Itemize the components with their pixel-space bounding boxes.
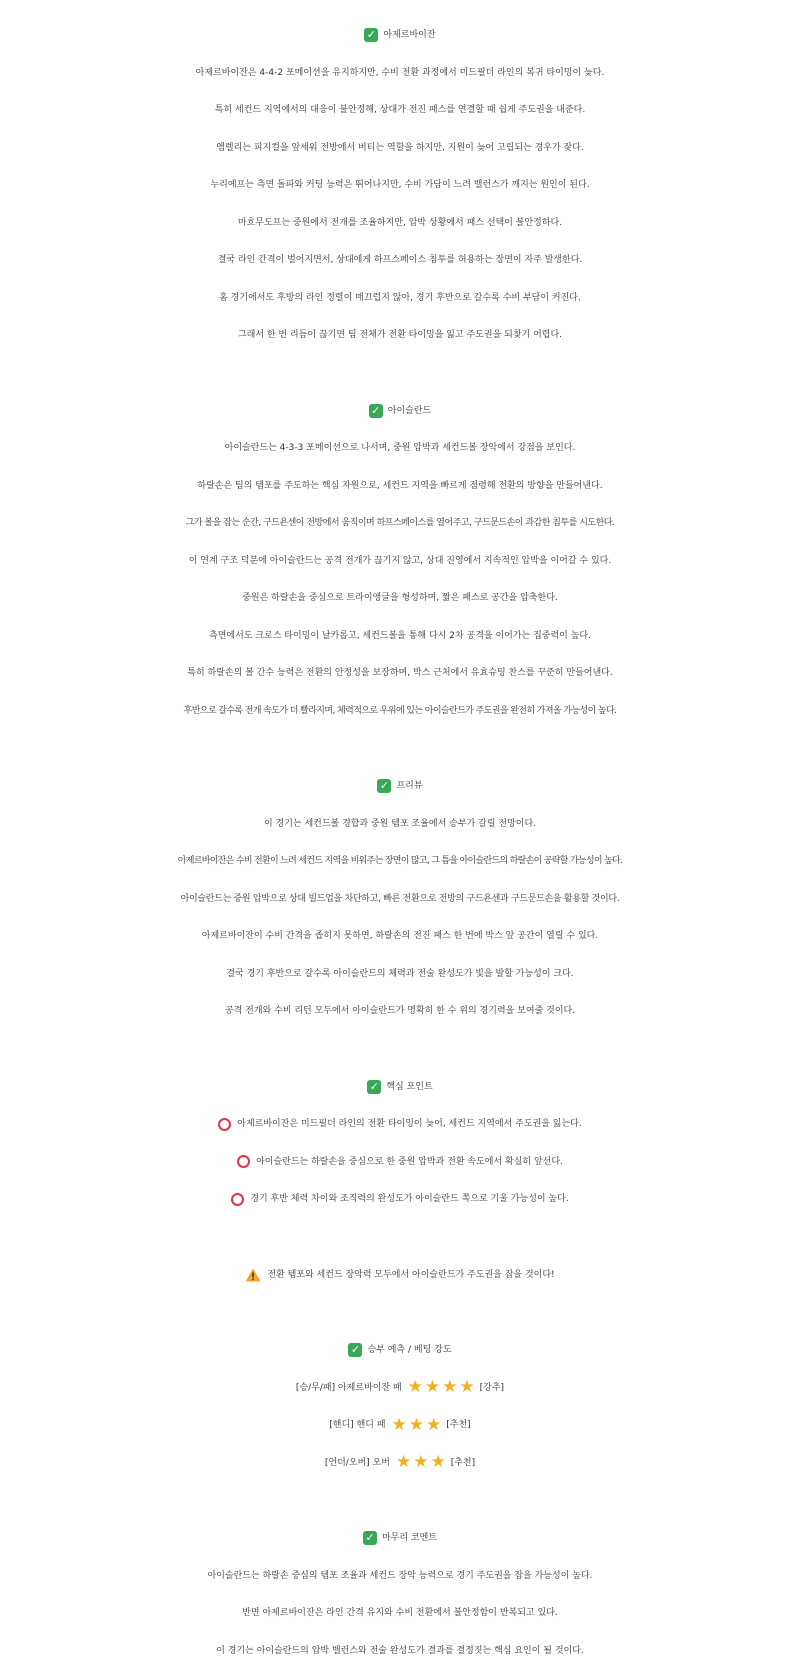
line-text: 특히 하랄손의 볼 간수 능력은 전환의 안정성을 보장하며, 박스 근처에서 유효슈팅 찬스를 꾸준히 만들어낸다. (187, 668, 613, 678)
bet-label: [언더/오버] 오버 (324, 1457, 390, 1468)
line-text: 결국 라인 간격이 벌어지면서, 상대에게 하프스페이스 침투를 허용하는 장면이 자주 발생한다. (217, 255, 583, 265)
section-preview (0, 773, 800, 1036)
star-icon: ★ (413, 1452, 429, 1472)
section-heading (0, 773, 800, 811)
section-heading-text: 프리뷰 (396, 781, 423, 791)
section-heading-text: 아제르바이잔 (383, 30, 436, 40)
star-icon: ★ (442, 1377, 458, 1397)
section-heading (0, 1337, 800, 1375)
paragraph-line (0, 97, 800, 135)
check-mark-icon: ✓ (377, 779, 391, 793)
bet-label: [핸디] 핸디 패 (329, 1420, 386, 1430)
section-iceland (0, 398, 800, 736)
paragraph-line (0, 623, 800, 661)
line-text: 이 경기는 아이슬란드의 압박 밸런스와 전술 완성도가 결과를 결정짓는 핵심 요인이 될 것이다. (216, 1645, 584, 1656)
bet-row (0, 1412, 800, 1450)
paragraph-line (0, 548, 800, 586)
paragraph-line (0, 210, 800, 248)
paragraph-line (0, 660, 800, 698)
paragraph-line (0, 285, 800, 323)
line-text: 결국 경기 후반으로 갈수록 아이슬란드의 체력과 전술 완성도가 빛을 발할 가능성이 크다. (226, 968, 574, 979)
paragraph-line (0, 811, 800, 849)
check-mark-icon: ✓ (364, 28, 378, 42)
check-mark-icon: ✓ (369, 404, 383, 418)
paragraph-line (0, 172, 800, 210)
paragraph-line (0, 585, 800, 623)
line-text: 공격 전개와 수비 리턴 모두에서 아이슬란드가 명확히 한 수 위의 경기력을 보여줄 것이다. (224, 1006, 576, 1016)
section-heading-text: 아이슬란드 (387, 405, 432, 416)
bet-tag: [추천] (446, 1420, 471, 1430)
line-text: 중원은 하랄손을 중심으로 트라이앵글을 형성하며, 짧은 패스로 공간을 압축한다. (242, 593, 558, 603)
line-text: 아이슬란드는 4-3-3 포메이션으로 나서며, 중원 압박과 세컨드볼 장악에서 강점을 보인다. (224, 443, 576, 453)
paragraph-line (0, 1638, 800, 1676)
bet-tag: [추천] (450, 1457, 476, 1468)
paragraph-line (0, 510, 800, 548)
paragraph-line (0, 247, 800, 285)
star-icon: ★ (395, 1452, 412, 1472)
line-text: 아제르바이잔은 4-4-2 포메이션을 유지하지만, 수비 전환 과정에서 미드필더 라인의 복귀 타이밍이 늦다. (195, 67, 605, 78)
key-point (0, 1149, 800, 1187)
warning-line (0, 1262, 800, 1300)
key-point (0, 1186, 800, 1224)
line-text: 특히 세컨드 지역에서의 대응이 불안정해, 상대가 전진 패스를 연결할 때 쉽게 주도권을 내준다. (214, 105, 586, 115)
section-warning (0, 1262, 800, 1300)
section-heading (0, 22, 800, 60)
section-heading-text: 핵심 포인트 (386, 1081, 433, 1092)
paragraph-line (0, 848, 800, 886)
line-text: 그가 볼을 잡는 순간, 구드욘센이 전방에서 움직이며 하프스페이스를 열어주고, 구드문드손이 과감한 침투를 시도한다. (185, 518, 615, 528)
star-icon: ★ (430, 1452, 446, 1472)
check-mark-icon: ✓ (348, 1343, 362, 1357)
star-icon: ★ (408, 1414, 425, 1435)
line-text: 아제르바이잔이 수비 간격을 좁히지 못하면, 하랄손의 전진 패스 한 번에 박스 앞 공간이 열릴 수 있다. (201, 931, 599, 941)
section-closing (0, 1525, 800, 1675)
key-point-text: 아제르바이잔은 미드필더 라인의 전환 타이밍이 늦어, 세컨드 지역에서 주도권을 잃는다. (237, 1119, 582, 1129)
line-text: 아이슬란드는 하랄손 중심의 템포 조율과 세컨드 장악 능력으로 경기 주도권을 잡을 가능성이 높다. (207, 1570, 593, 1581)
section-heading (0, 1074, 800, 1112)
star-rating (407, 1377, 476, 1397)
star-icon: ★ (459, 1377, 475, 1397)
star-icon: ★ (391, 1414, 407, 1435)
section-prediction (0, 1337, 800, 1487)
warning-text: 전환 템포와 세컨드 장악력 모두에서 아이슬란드가 주도권을 잡을 것이다! (267, 1269, 555, 1280)
key-point-text: 아이슬란드는 하랄손을 중심으로 한 중원 압박과 전환 속도에서 확실히 앞선다. (256, 1156, 563, 1167)
section-heading (0, 398, 800, 436)
line-text: 하랄손은 팀의 템포를 주도하는 핵심 자원으로, 세컨드 지역을 빠르게 점령해 전환의 방향을 만들어낸다. (197, 480, 603, 491)
star-rating (391, 1414, 443, 1435)
line-text: 홈 경기에서도 후방의 라인 정렬이 매끄럽지 않아, 경기 후반으로 갈수록 수비 부담이 커진다. (219, 292, 581, 303)
bet-label: [승/무/패] 아제르바이잔 패 (295, 1382, 402, 1393)
paragraph-line (0, 698, 800, 736)
paragraph-line (0, 961, 800, 999)
line-text: 아이슬란드는 중원 압박으로 상대 빌드업을 차단하고, 빠른 전환으로 전방의 구드욘센과 구드문드손을 활용할 것이다. (180, 893, 620, 904)
line-text: 후반으로 갈수록 전개 속도가 더 빨라지며, 체력적으로 우위에 있는 아이슬란드가 주도권을 완전히 가져올 가능성이 높다. (183, 705, 617, 716)
paragraph-line (0, 60, 800, 98)
line-text: 아제르바이잔은 수비 전환이 느려 세컨드 지역을 비워주는 장면이 많고, 그 틈을 아이슬란드의 하랄손이 공략할 가능성이 높다. (177, 856, 623, 866)
bet-row (0, 1450, 800, 1488)
paragraph-line (0, 435, 800, 473)
paragraph-line (0, 998, 800, 1036)
section-heading-text: 마무리 코멘트 (381, 1533, 438, 1543)
bet-tag: [강추] (479, 1382, 505, 1393)
star-icon: ★ (426, 1414, 442, 1435)
check-mark-icon: ✓ (367, 1080, 381, 1094)
section-key-points (0, 1074, 800, 1224)
paragraph-line (0, 886, 800, 924)
star-icon: ★ (407, 1377, 423, 1397)
paragraph-line (0, 1563, 800, 1601)
line-text: 측면에서도 크로스 타이밍이 날카롭고, 세컨드볼을 통해 다시 2차 공격을 이어가는 집중력이 높다. (209, 630, 591, 641)
star-rating (395, 1452, 447, 1472)
hollow-red-circle-icon (231, 1193, 244, 1206)
line-text: 이 경기는 세컨드볼 경합과 중원 템포 조율에서 승부가 갈릴 전망이다. (263, 818, 537, 829)
line-text: 누리예프는 측면 돌파와 커팅 능력은 뛰어나지만, 수비 가담이 느려 밸런스가 깨지는 원인이 된다. (210, 180, 590, 190)
paragraph-line (0, 1600, 800, 1638)
warning-icon (245, 1268, 261, 1282)
section-heading-text: 승부 예측 / 베팅 강도 (367, 1345, 452, 1355)
line-text: 그래서 한 번 리듬이 끊기면 팀 전체가 전환 타이밍을 잃고 주도권을 되찾기 어렵다. (237, 330, 563, 340)
hollow-red-circle-icon (237, 1155, 250, 1168)
bet-row (0, 1375, 800, 1413)
key-point-text: 경기 후반 체력 차이와 조직력의 완성도가 아이슬란드 쪽으로 기울 가능성이 높다. (250, 1194, 569, 1204)
line-text: 엠렐리는 피지컬을 앞세워 전방에서 버티는 역할을 하지만, 지원이 늦어 고립되는 경우가 잦다. (216, 142, 584, 153)
paragraph-line (0, 135, 800, 173)
star-icon: ★ (424, 1377, 441, 1397)
line-text: 이 연계 구조 덕분에 아이슬란드는 공격 전개가 끊기지 않고, 상대 진영에서 지속적인 압박을 이어갈 수 있다. (188, 555, 612, 566)
section-azerbaijan (0, 22, 800, 360)
section-heading (0, 1525, 800, 1563)
hollow-red-circle-icon (218, 1118, 231, 1131)
key-point (0, 1111, 800, 1149)
paragraph-line (0, 473, 800, 511)
check-mark-icon: ✓ (363, 1531, 377, 1545)
paragraph-line (0, 923, 800, 961)
line-text: 마흐무도프는 중원에서 전개를 조율하지만, 압박 상황에서 패스 선택이 불안정하다. (237, 217, 563, 228)
paragraph-line (0, 322, 800, 360)
line-text: 반면 아제르바이잔은 라인 간격 유지와 수비 전환에서 불안정함이 반복되고 있다. (242, 1608, 558, 1618)
